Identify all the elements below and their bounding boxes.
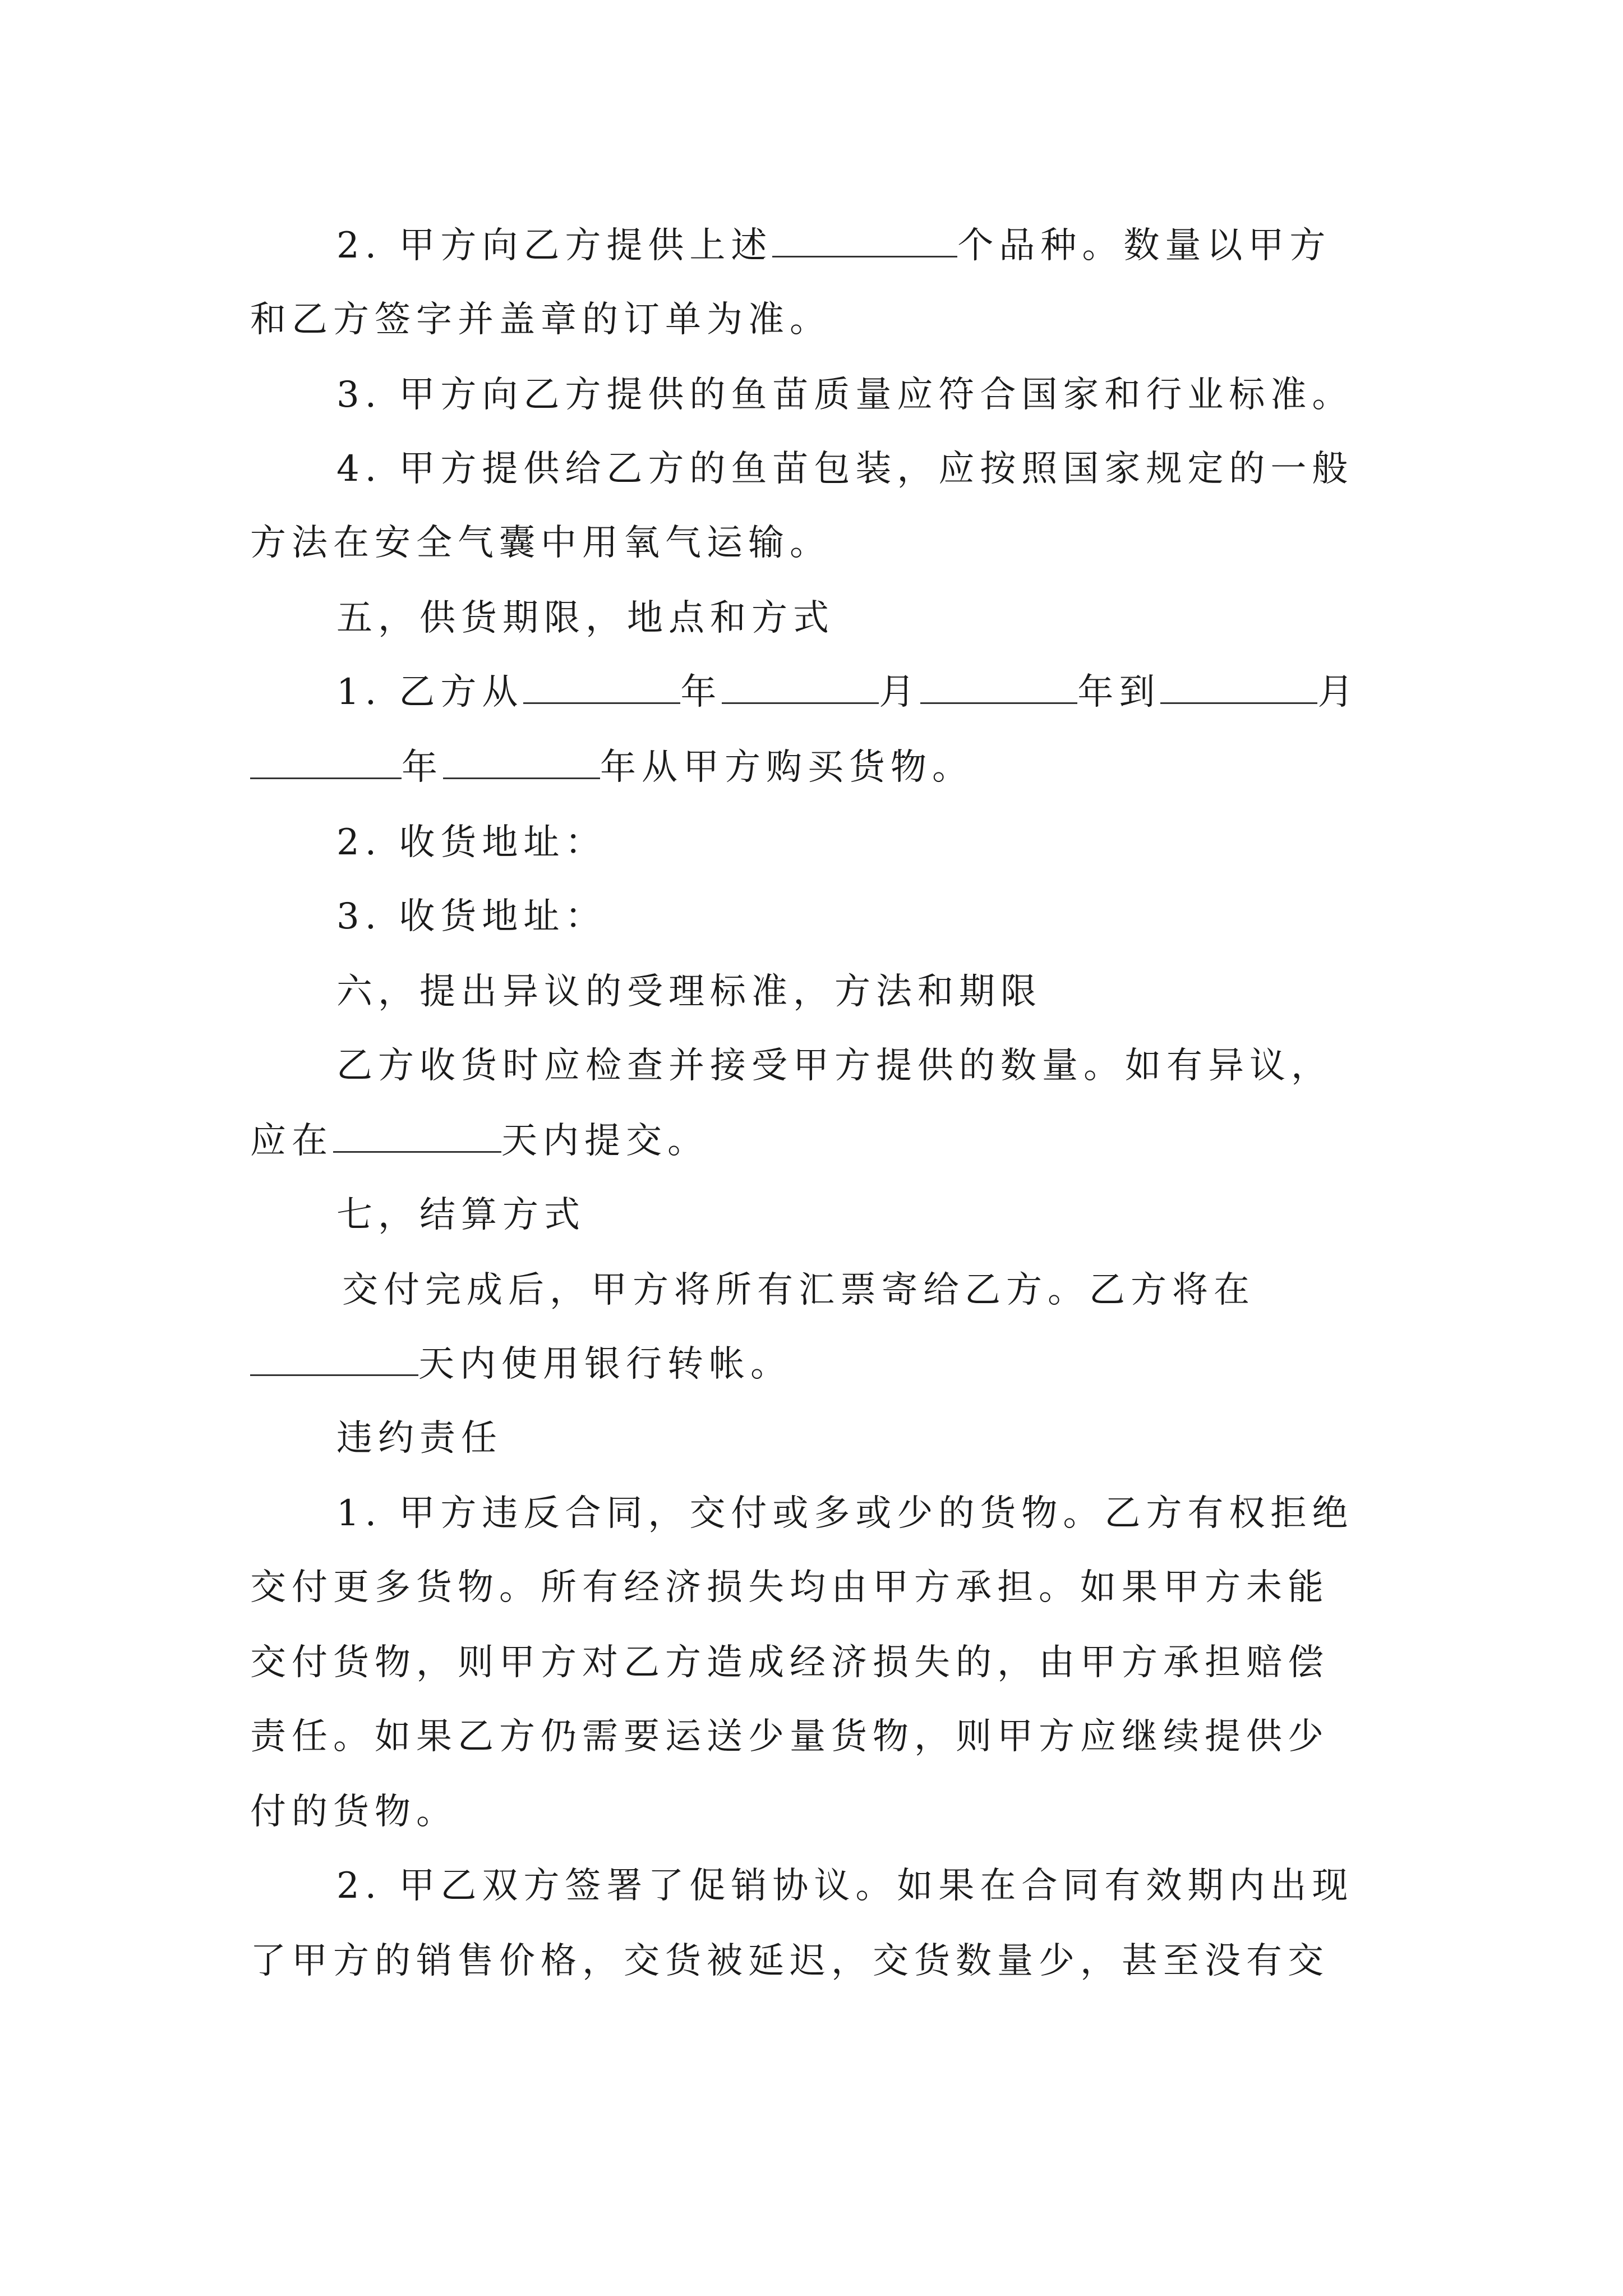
text: 年到 [1077,671,1161,713]
paragraph-line [250,1119,709,1163]
paragraph-line: 付的货物。 [250,1791,458,1833]
section-heading: 七，结算方式 [336,1194,585,1236]
paragraph-line: 了甲方的销售价格，交货被延迟，交货数量少，甚至没有交 [250,1940,1329,1982]
paragraph-line [336,670,1359,715]
section-heading: 六，提出异议的受理标准，方法和期限 [336,971,1042,1013]
fill-in-blank [443,745,600,779]
paragraph-line: 责任。如果乙方仍需要运送少量货物，则甲方应继续提供少 [250,1716,1329,1757]
text: 月 [1317,671,1359,713]
text: 年 [402,747,443,788]
paragraph-line: 乙方收货时应检查并接受甲方提供的数量。如有异议， [336,1045,1332,1087]
fill-in-blank [250,745,402,779]
paragraph-line [250,745,974,790]
paragraph-line: 和乙方签字并盖章的订单为准。 [250,299,831,341]
text: 1. 乙方从 [336,671,524,713]
paragraph-line: 方法在安全气囊中用氧气运输。 [250,522,831,564]
fill-in-blank [333,1119,501,1153]
paragraph-line: 4. 甲方提供给乙方的鱼苗包装，应按照国家规定的一般 [336,448,1354,490]
fill-in-blank [772,223,957,257]
fill-in-blank [523,670,680,704]
text: 应在 [250,1120,333,1162]
paragraph-line [336,223,1331,268]
fill-in-blank [1160,670,1317,704]
paragraph-line: 2. 甲乙双方签署了促销协议。如果在合同有效期内出现 [336,1865,1354,1907]
text: 2. 甲方向乙方提供上述 [336,225,773,266]
paragraph-line: 3. 甲方向乙方提供的鱼苗质量应符合国家和行业标准。 [336,374,1354,416]
text: 年从甲方购买货物。 [600,747,974,788]
fill-in-blank [250,1342,418,1376]
fill-in-blank [722,670,879,704]
text: 月 [879,671,921,713]
text: 天内提交。 [501,1120,709,1162]
text: 个品种。数量以甲方 [957,225,1331,266]
section-heading: 五，供货期限，地点和方式 [336,597,834,639]
text: 年 [680,671,722,713]
paragraph-line: 交付完成后，甲方将所有汇票寄给乙方。乙方将在 [342,1269,1255,1311]
text: 天内使用银行转帐。 [418,1343,792,1385]
fill-in-blank [920,670,1077,704]
paragraph-line: 3. 收货地址： [336,896,607,937]
section-heading: 违约责任 [336,1418,502,1459]
paragraph-line: 交付更多货物。所有经济损失均由甲方承担。如果甲方未能 [250,1567,1329,1608]
paragraph-line: 交付货物，则甲方对乙方造成经济损失的，由甲方承担赔偿 [250,1642,1329,1683]
paragraph-line: 2. 收货地址： [336,822,607,863]
paragraph-line [250,1342,792,1387]
paragraph-line: 1. 甲方违反合同，交付或多或少的货物。乙方有权拒绝 [336,1493,1354,1534]
